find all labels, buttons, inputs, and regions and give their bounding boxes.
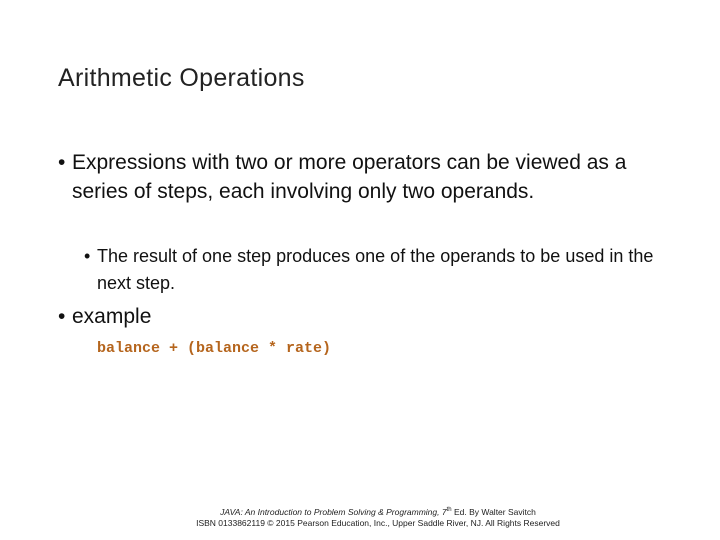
footer-citation xyxy=(0,507,720,517)
footer-book-title: JAVA: An Introduction to Problem Solving & Programming, 7 xyxy=(220,507,447,517)
footer-author: Ed. By Walter Savitch xyxy=(451,507,536,517)
bullet-text: example xyxy=(72,305,152,328)
bullet-item xyxy=(58,148,668,206)
sub-bullet-item xyxy=(84,243,684,297)
sub-bullet-text: The result of one step produces one of the operands to be used in the next step. xyxy=(97,246,654,293)
sub-bullet-marker: • xyxy=(84,246,91,266)
code-example: balance + (balance * rate) xyxy=(97,340,332,357)
bullet-marker: • xyxy=(58,305,66,328)
bullet-text: Expressions with two or more operators can be viewed as a series of steps, each involving only two operands. xyxy=(72,151,627,203)
footer-copyright: ISBN 0133862119 © 2015 Pearson Education, Inc., Upper Saddle River, NJ. All Rights Reserved xyxy=(196,518,560,528)
bullet-item-example xyxy=(58,302,668,331)
footer-edition-suffix: th xyxy=(446,507,452,514)
bullet-marker: • xyxy=(58,151,66,174)
slide-title: Arithmetic Operations xyxy=(58,64,305,92)
